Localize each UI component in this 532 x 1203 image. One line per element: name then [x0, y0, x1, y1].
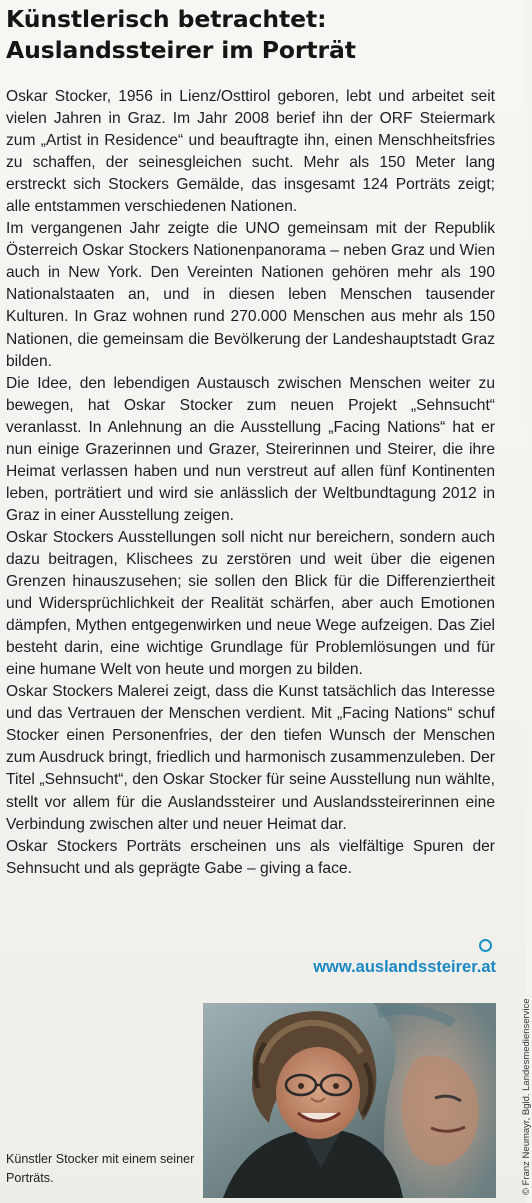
article-paragraph-4: Oskar Stockers Ausstellungen soll nicht nur bereichern, sondern auch dazu beitragen, Klischees zu zerstören und weit über die eigenen Grenzen hinauszusehen; sie sollen den Blick für die Differenziertheit und Widersprüchlichkeit der Realität schärfen, aber auch Emotionen dämpfen, Mythen entgegenwirken und neue Wege aufzeigen. Das Ziel besteht darin, eine wichtige Grundlage für Problemlösungen und für eine humane Welt von heute und morgen zu bilden.: [6, 528, 495, 679]
auslandssteirer-weblink[interactable]: www.auslandssteirer.at: [313, 958, 496, 976]
article-title-line-2: Auslandssteirer im Porträt: [6, 36, 356, 64]
article-paragraph-6: Oskar Stockers Porträts erscheinen uns als vielfältige Spuren der Sehnsucht und als geprägte Gabe – giving a face.: [6, 837, 495, 877]
article-title: [6, 4, 506, 66]
article-paragraph-2: Im vergangenen Jahr zeigte die UNO gemeinsam mit der Republik Österreich Oskar Stockers Nationenpanorama – neben Graz und Wien auch in New York. Den Vereinten Nationen gehören mehr als 190 Nationalstaaten an, und in diesen leben Menschen tausender Kulturen. In Graz wohnen rund 270.000 Menschen aus mehr als 150 Nationen, die gemeinsam die Bevölkerung der Landeshauptstadt Graz bilden.: [6, 220, 495, 370]
photo-caption: Künstler Stocker mit einem seiner Porträts.: [6, 1152, 195, 1185]
article-body: [6, 86, 495, 880]
article-paragraph-1: Oskar Stocker, 1956 in Lienz/Osttirol geboren, lebt und arbeitet seit vielen Jahren in Graz. Im Jahr 2008 berief ihn der ORF Steiermark zum „Artist in Residence“ und beauftragte ihn, einen Menschheitsfries zu schaffen, der seinesgleichen sucht. Mehr als 150 Meter lang erstreckt sich Stockers Gemälde, das insgesamt 124 Porträts zeigt; alle entstammen verschiedenen Nationen.: [6, 88, 495, 216]
article-paragraph-5: Oskar Stockers Malerei zeigt, dass die Kunst tatsächlich das Interesse und das Vertrauen der Menschen verdient. Mit „Facing Nations“ schuf Stocker einen Personenfries, der den tiefen Wunsch der Menschen zum Ausdruck bringt, friedlich und harmonisch zusammenzuleben. Der Titel „Sehnsucht“, den Oskar Stocker für seine Ausstellung nun wählte, stellt vor allem für die Auslandssteirer und Auslandssteirerinnen eine Verbindung zwischen alter und neuer Heimat dar.: [6, 683, 495, 833]
article-title-line-1: Künstlerisch betrachtet:: [6, 5, 327, 33]
photo-credit: © Franz Neumayr, Bgld. Landesmedienservice: [521, 998, 532, 1195]
article-paragraph-3: Die Idee, den lebendigen Austausch zwischen Menschen weiter zu bewegen, hat Oskar Stocker zum neuen Projekt „Sehnsucht“ veranlasst. In Anlehnung an die Ausstellung „Facing Nations“ hat er nun einige Grazerinnen und Grazer, Steirerinnen und Steirer, die ihre Heimat verlassen haben und nun verstreut auf allen fünf Kontinenten leben, porträtiert und wird sie anlässlich der Weltbundtagung 2012 in Graz in einer Ausstellung zeigen.: [6, 374, 495, 524]
artist-photo: [203, 1003, 496, 1198]
artist-photo-illustration: [203, 1003, 496, 1198]
circle-end-mark-icon: [479, 939, 492, 952]
